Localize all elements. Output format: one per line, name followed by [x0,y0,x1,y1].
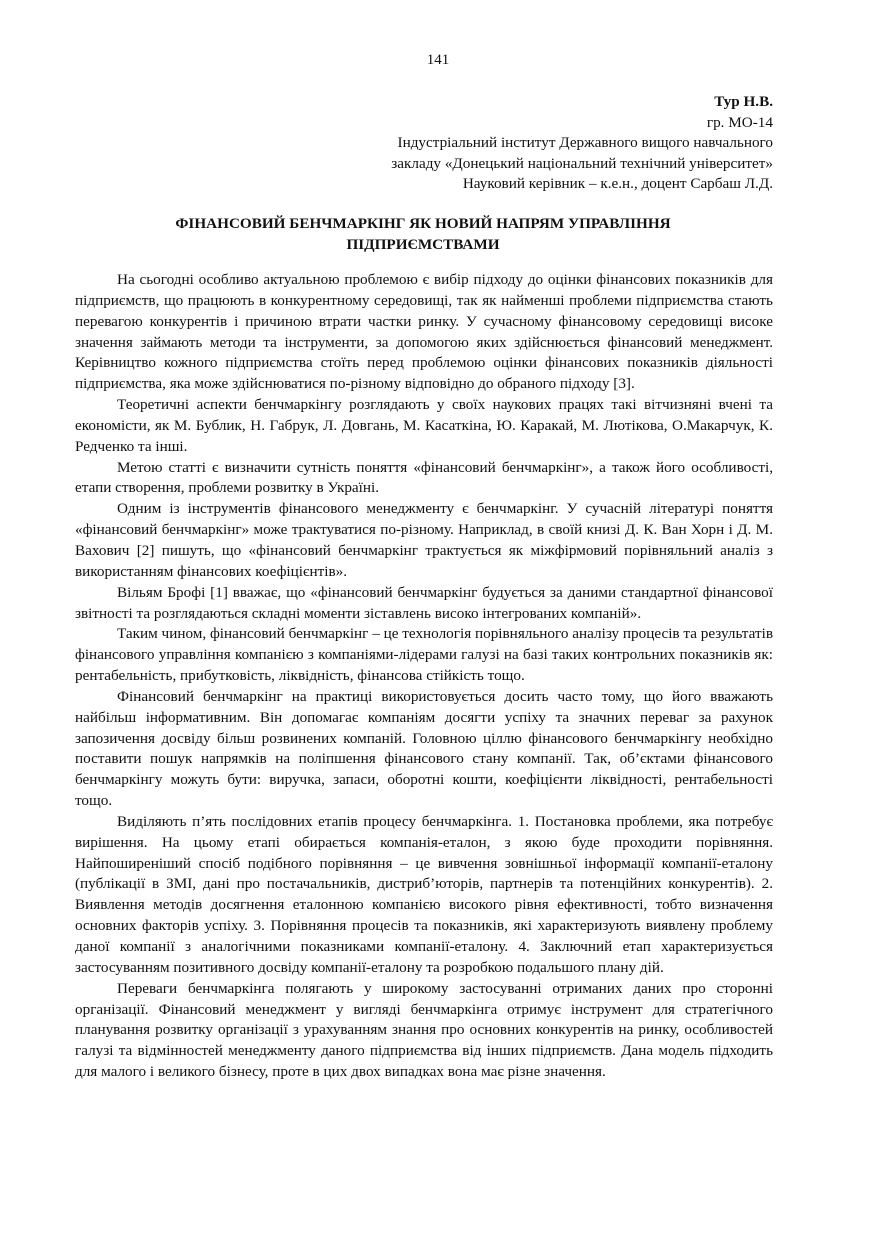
paragraph: Метою статті є визначити сутність поняття «фінансовий бенчмаркінг», а також його особливості, етапи створення, проблеми розвитку в Україні. [75,458,773,497]
paragraph: Виділяють п’ять послідовних етапів процесу бенчмаркінга. 1. Постановка проблеми, яка потребує вирішення. На цьому етапі обирається компанія-еталон, з якою буде проходити порівняння. Найпоширеніший спосіб подібного порівняння – це вивчення зовнішньої інформації компанії-еталону (публікації в ЗМІ, дані про постачальників, дистриб’юторів, партнерів та потенційних конкурентів). 2. Виявлення методів досягнення еталонною компанією високого рівня ефективності, тобто визначення основних факторів успіху. 3. Порівняння процесів та показників, які характеризують виявлену проблему даної компанії з аналогічними показниками компанії-еталону. 4. Заключний етап характеризується застосуванням позитивного досвіду компанії-еталону та розробкою подальшого плану дій. [75,812,773,976]
author-name: Тур Н.В. [714,93,773,110]
article-title [140,214,706,255]
paragraph: Одним із інструментів фінансового менеджменту є бенчмаркінг. У сучасній літературі поняття «фінансовий бенчмаркінг» може трактуватися по-різному. Наприклад, в своїй книзі Д. К. Ван Хорн і Д. М. Вахович [2] пишуть, що «фінансовий бенчмаркінг трактується як міжфірмовий порівняльний аналіз з використанням фінансових коефіцієнтів». [75,500,773,580]
paragraph: Фінансовий бенчмаркінг на практиці використовується досить часто тому, що його вважають найбільш інформативним. Він допомагає компаніям досягти успіху та значних переваг за рахунок запозичення досвіду більш розвинених компаній. Головною ціллю фінансового бенчмаркінгу необхідно поставити пошук напрямків на поліпшення фінансового стану компанії. Так, об’єктами фінансового бенчмаркінгу можуть бути: виручка, запаси, оборотні кошти, коефіцієнти ліквідності, рентабельності тощо. [75,687,773,810]
paragraph: Таким чином, фінансовий бенчмаркінг – це технологія порівняльного аналізу процесів та результатів фінансового управління компанією з компаніями-лідерами галузі на базі таких контрольних показників як: рентабельність, прибутковість, ліквідність, фінансова стійкість тощо. [75,625,773,685]
paragraph: Переваги бенчмаркінга полягають у широкому застосуванні отриманих даних про сторонні організації. Фінансовий менеджмент у вигляді бенчмаркінга отримує інструмент для стратегічного планування розвитку організації з урахуванням знання про основних конкурентів на ринку, особливостей галузі та відмінностей менеджменту даного підприємства від інших підприємств. Дана модель підходить для малого і великого бізнесу, проте в цих двох випадках вона має різне значення. [75,979,773,1081]
author-group: гр. МО-14 [706,113,773,131]
paragraph: Теоретичні аспекти бенчмаркінгу розглядають у своїх наукових працях такі вітчизняні вчені та економісти, як М. Бублик, Н. Габрук, Л. Довгань, М. Касаткіна, Ю. Каракай, М. Лютікова, О.Макарчук, К. Редченко та інші. [75,396,773,455]
author-block [391,92,773,195]
article-title-line-1: ФІНАНСОВИЙ БЕНЧМАРКІНГ ЯК НОВИЙ НАПРЯМ УПРАВЛІННЯ [175,215,671,232]
article-title-line-2: ПІДПРИЄМСТВАМИ [346,235,500,253]
article-body [75,270,773,1083]
author-institution-line-2: закладу «Донецький національний технічний університет» [391,154,773,172]
author-institution-line-1: Індустріальний інститут Державного вищого навчального [397,134,773,151]
page-number: 141 [426,52,450,68]
paragraph: Вільям Брофі [1] вважає, що «фінансовий бенчмаркінг будується за даними стандартної фінансової звітності та розглядаються складні моменти зіставлень високо інтегрованих компаній». [75,583,773,622]
paragraph: На сьогодні особливо актуальною проблемою є вибір підходу до оцінки фінансових показників для підприємств, що працюють в конкурентному середовищі, так як найменші проблеми підприємства стають перевагою конкурентів і причиною втрати частки ринку. У сучасному фінансовому середовищі високе значення займають методи та інструменти, за допомогою яких здійснюється фінансовий менеджмент. Керівництво кожного підприємства стоїть перед проблемою оцінки фінансових показників діяльності підприємства, яка може здійснюватися по-різному відповідно до обраного підходу [3]. [75,271,773,393]
author-supervisor: Науковий керівник – к.е.н., доцент Сарбаш Л.Д. [462,175,773,192]
